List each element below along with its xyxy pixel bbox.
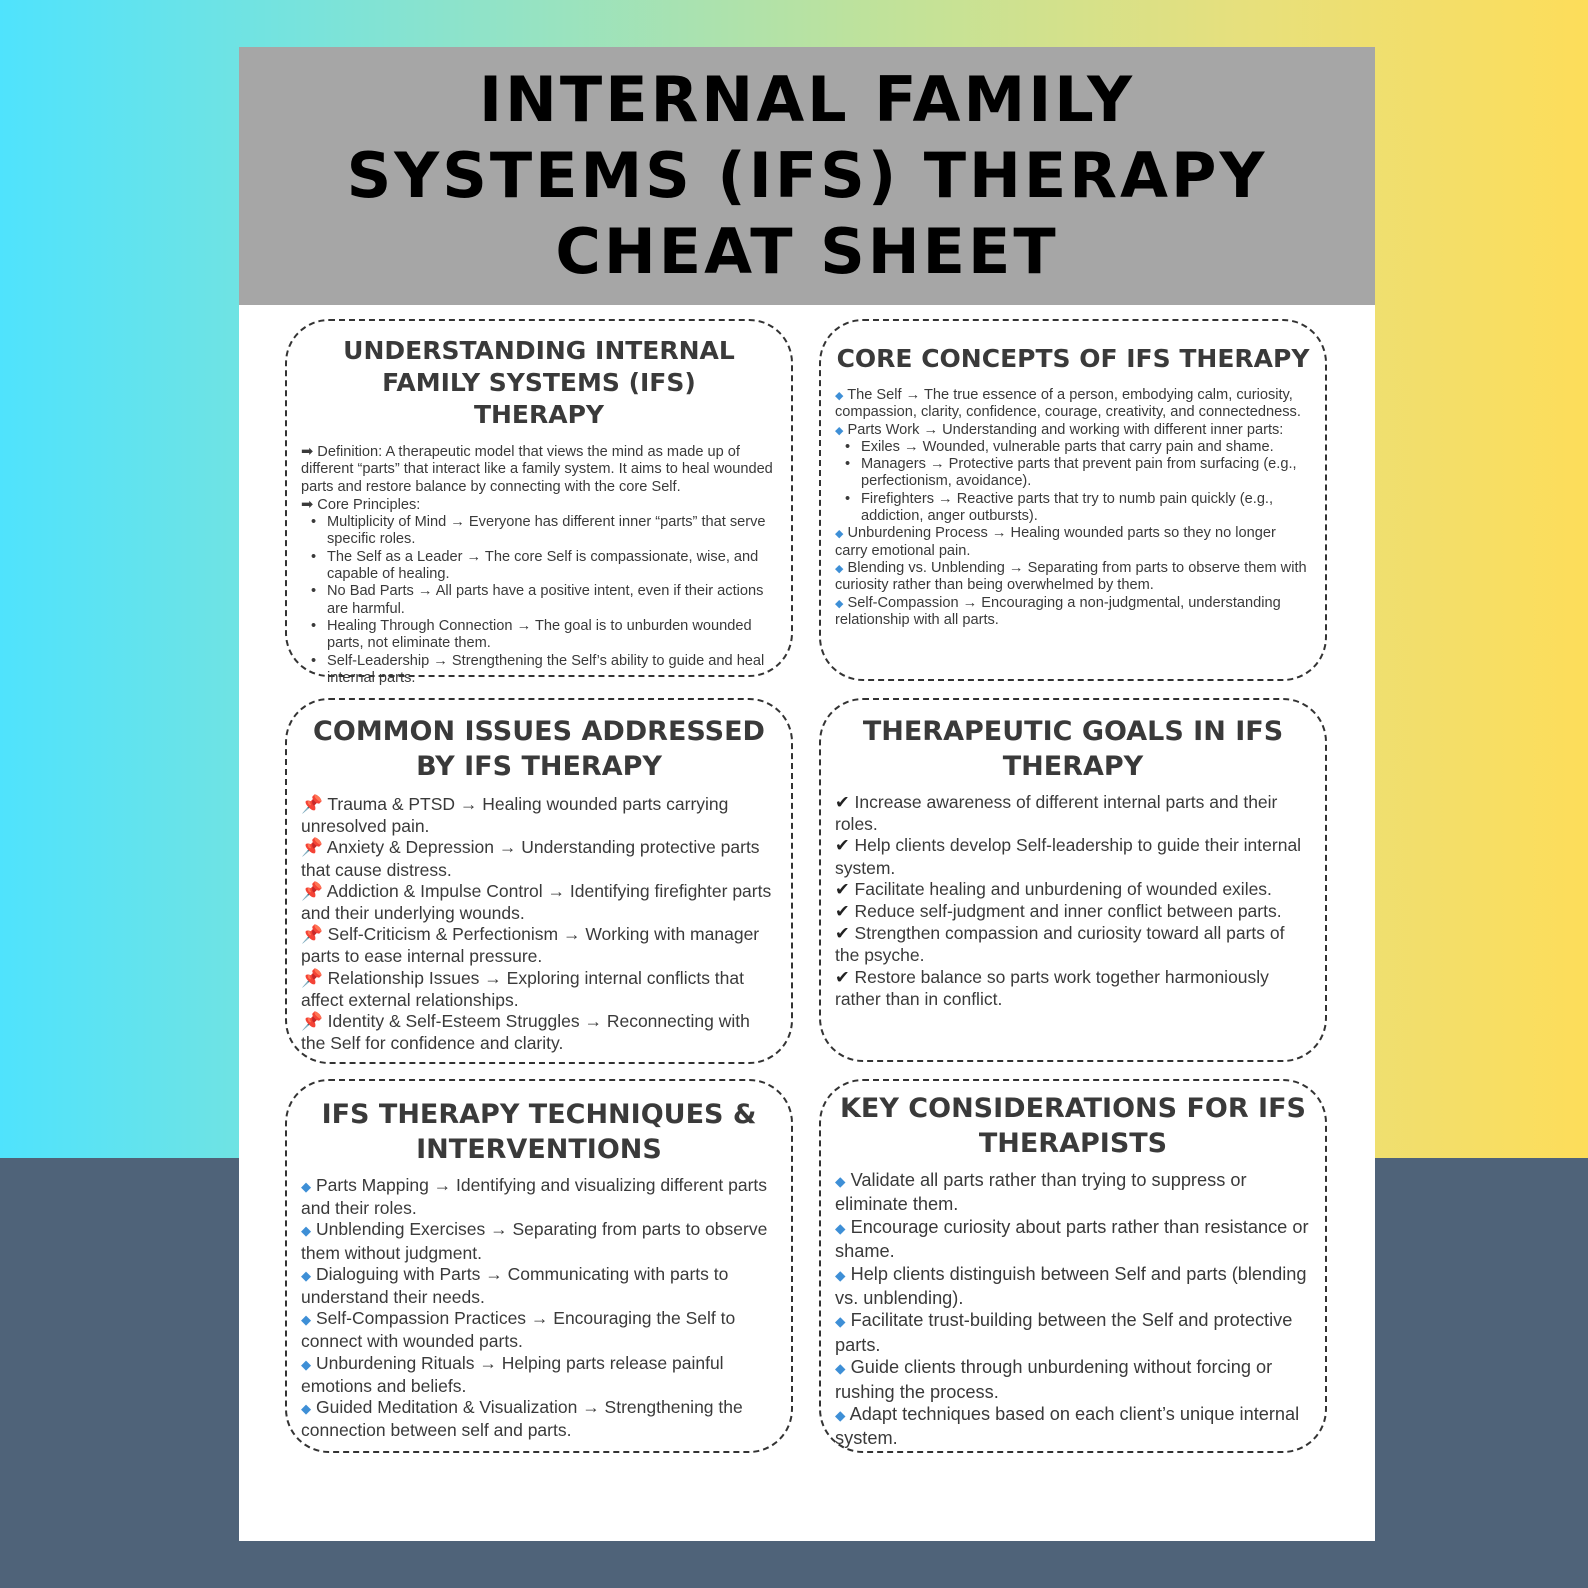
concept-text: Parts Work → Understanding and working with different inner parts: bbox=[847, 421, 1284, 438]
goal-text: Strengthen compassion and curiosity toward all parts of the psyche. bbox=[835, 923, 1285, 966]
concept-item bbox=[835, 387, 1311, 422]
consideration-text: Encourage curiosity about parts rather than resistance or shame. bbox=[835, 1216, 1309, 1262]
issue-item bbox=[301, 1011, 777, 1054]
card-goals bbox=[819, 698, 1327, 1062]
check-icon: ✔ bbox=[835, 793, 850, 813]
diamond-icon: ◆ bbox=[301, 1224, 312, 1240]
technique-text: Unburdening Rituals → Helping parts release painful emotions and beliefs. bbox=[301, 1352, 724, 1396]
issue-item bbox=[301, 837, 777, 880]
concept-item bbox=[835, 560, 1311, 595]
part-type-item: • Managers → Protective parts that prevent pain from surfacing (e.g., perfectionism, avoidance). bbox=[835, 456, 1311, 491]
consideration-item bbox=[835, 1356, 1311, 1403]
title-line-2: SYSTEMS (IFS) THERAPY bbox=[346, 139, 1268, 212]
card-understanding bbox=[285, 319, 793, 686]
principle-item: • Multiplicity of Mind → Everyone has different inner “parts” that serve specific roles. bbox=[301, 514, 777, 549]
consideration-text: Help clients distinguish between Self and parts (blending vs. unblending). bbox=[835, 1263, 1307, 1309]
technique-text: Dialoguing with Parts → Communicating with parts to understand their needs. bbox=[301, 1263, 729, 1308]
diamond-icon: ◆ bbox=[835, 1408, 846, 1425]
consideration-text: Guide clients through unburdening without forcing or rushing the process. bbox=[835, 1357, 1273, 1402]
diamond-icon: ◆ bbox=[835, 527, 844, 541]
goal-text: Restore balance so parts work together harmoniously rather than in conflict. bbox=[835, 966, 1269, 1009]
pin-icon: 📌 bbox=[301, 968, 323, 989]
check-icon: ✔ bbox=[835, 902, 850, 923]
diamond-icon: ◆ bbox=[301, 1402, 312, 1418]
issue-item bbox=[301, 794, 777, 837]
technique-item bbox=[301, 1175, 777, 1219]
card-considerations-title: KEY CONSIDERATIONS FOR IFS THERAPISTS bbox=[839, 1093, 1306, 1159]
goal-text: Increase awareness of different internal parts and their roles. bbox=[835, 792, 1278, 835]
principle-item: • The Self as a Leader → The core Self is compassionate, wise, and capable of healing. bbox=[301, 549, 777, 584]
technique-item bbox=[301, 1353, 777, 1397]
card-techniques-title: IFS THERAPY TECHNIQUES & INTERVENTIONS bbox=[321, 1099, 757, 1165]
goal-text: Facilitate healing and unburdening of wounded exiles. bbox=[854, 878, 1272, 899]
card-core-concepts bbox=[819, 319, 1327, 681]
principle-item: • Healing Through Connection → The goal is to unburden wounded parts, not eliminate them. bbox=[301, 618, 777, 653]
definition-item bbox=[301, 443, 777, 496]
technique-text: Unblending Exercises → Separating from parts to observe them without judgment. bbox=[301, 1219, 768, 1263]
diamond-icon: ◆ bbox=[835, 1220, 846, 1237]
definition-text: Definition: A therapeutic model that views the mind as made up of different “parts” that interact like a family system. It aims to heal wounded parts and restore balance by connecting with the core Self. bbox=[301, 444, 773, 495]
diamond-icon: ◆ bbox=[301, 1268, 312, 1284]
goal-text: Help clients develop Self-leadership to guide their internal system. bbox=[835, 835, 1302, 878]
pin-icon: 📌 bbox=[301, 838, 323, 859]
consideration-item bbox=[835, 1216, 1311, 1263]
pin-icon: 📌 bbox=[301, 881, 323, 902]
principles-label-item bbox=[301, 496, 777, 514]
issue-text: Anxiety & Depression → Understanding protective parts that cause distress. bbox=[301, 837, 760, 880]
technique-item bbox=[301, 1308, 777, 1352]
diamond-icon: ◆ bbox=[301, 1313, 312, 1329]
part-type-item: • Firefighters → Reactive parts that try to numb pain quickly (e.g., addiction, anger outbursts). bbox=[835, 491, 1311, 526]
check-icon: ✔ bbox=[835, 967, 850, 988]
consideration-text: Validate all parts rather than trying to suppress or eliminate them. bbox=[835, 1170, 1247, 1215]
pin-icon: 📌 bbox=[301, 1012, 323, 1033]
card-understanding-title: UNDERSTANDING INTERNAL FAMILY SYSTEMS (IFS) THERAPY bbox=[343, 336, 735, 429]
check-icon: ✔ bbox=[835, 924, 850, 945]
title-line-1: INTERNAL FAMILY bbox=[478, 63, 1136, 136]
goal-item bbox=[835, 901, 1311, 923]
diamond-icon: ◆ bbox=[835, 1361, 846, 1378]
issue-text: Identity & Self-Esteem Struggles → Reconnecting with the Self for confidence and clarity. bbox=[301, 1011, 750, 1054]
check-icon: ✔ bbox=[835, 836, 850, 857]
pin-icon: 📌 bbox=[301, 795, 323, 815]
diamond-icon: ◆ bbox=[835, 1267, 846, 1284]
issue-text: Addiction & Impulse Control → Identifying firefighter parts and their underlying wounds. bbox=[301, 880, 772, 924]
consideration-text: Facilitate trust-building between the Self and protective parts. bbox=[835, 1310, 1293, 1355]
principles-label: Core Principles: bbox=[317, 496, 421, 513]
concept-text: Self-Compassion → Encouraging a non-judgmental, understanding relationship with all parts. bbox=[835, 594, 1281, 628]
issue-item bbox=[301, 881, 777, 924]
technique-item bbox=[301, 1219, 777, 1263]
goal-item bbox=[835, 835, 1311, 878]
issue-text: Self-Criticism & Perfectionism → Working with manager parts to ease internal pressure. bbox=[301, 924, 760, 967]
card-goals-title: THERAPEUTIC GOALS IN IFS THERAPY bbox=[862, 716, 1284, 782]
pin-icon: 📌 bbox=[301, 925, 323, 946]
issue-text: Relationship Issues → Exploring internal conflicts that affect external relationships. bbox=[301, 967, 744, 1010]
technique-item bbox=[301, 1397, 777, 1441]
title-line-3: CHEAT SHEET bbox=[555, 215, 1059, 288]
consideration-text: Adapt techniques based on each client’s unique internal system. bbox=[835, 1404, 1300, 1449]
diamond-icon: ◆ bbox=[301, 1357, 312, 1373]
diamond-icon: ◆ bbox=[835, 1174, 846, 1190]
card-core-concepts-title: CORE CONCEPTS OF IFS THERAPY bbox=[836, 344, 1310, 373]
concept-text: The Self → The true essence of a person, embodying calm, curiosity, compassion, clarity, confidence, courage, creativity, and connectedness. bbox=[835, 387, 1301, 421]
concept-item bbox=[835, 525, 1311, 560]
consideration-item bbox=[835, 1403, 1311, 1450]
diamond-icon: ◆ bbox=[835, 561, 844, 575]
issue-text: Trauma & PTSD → Healing wounded parts carrying unresolved pain. bbox=[301, 794, 729, 837]
technique-text: Parts Mapping → Identifying and visualizing different parts and their roles. bbox=[301, 1175, 768, 1219]
diamond-icon: ◆ bbox=[835, 423, 844, 437]
issue-item bbox=[301, 924, 777, 967]
principle-item: • Self-Leadership → Strengthening the Self’s ability to guide and heal internal parts. bbox=[301, 653, 777, 688]
card-common-issues-title: COMMON ISSUES ADDRESSED BY IFS THERAPY bbox=[313, 716, 765, 782]
concept-text: Blending vs. Unblending → Separating from parts to observe them with curiosity rather than being overwhelmed by them. bbox=[835, 559, 1307, 594]
goal-text: Reduce self-judgment and inner conflict between parts. bbox=[854, 901, 1282, 922]
part-type-item: • Exiles → Wounded, vulnerable parts that carry pain and shame. bbox=[835, 439, 1311, 456]
consideration-item bbox=[835, 1309, 1311, 1356]
concept-item bbox=[835, 422, 1311, 439]
technique-item bbox=[301, 1264, 777, 1308]
goal-item bbox=[835, 792, 1311, 835]
card-common-issues bbox=[285, 698, 793, 1064]
goal-item bbox=[835, 923, 1311, 966]
diamond-icon: ◆ bbox=[835, 389, 844, 402]
arrow-icon: ➡ bbox=[301, 495, 314, 513]
concept-text: Unburdening Process → Healing wounded parts so they no longer carry emotional pain. bbox=[835, 525, 1276, 559]
title-band bbox=[239, 47, 1375, 305]
goal-item bbox=[835, 967, 1311, 1010]
cheat-sheet-page bbox=[239, 47, 1375, 1541]
concept-item bbox=[835, 595, 1311, 630]
diamond-icon: ◆ bbox=[835, 1314, 846, 1331]
goal-item bbox=[835, 879, 1311, 901]
technique-text: Guided Meditation & Visualization → Strengthening the connection between self and parts. bbox=[301, 1397, 743, 1441]
issue-item bbox=[301, 968, 777, 1011]
diamond-icon: ◆ bbox=[301, 1180, 312, 1195]
arrow-icon: ➡ bbox=[301, 443, 314, 460]
diamond-icon: ◆ bbox=[835, 596, 844, 610]
card-techniques bbox=[285, 1079, 793, 1453]
consideration-item bbox=[835, 1169, 1311, 1216]
technique-text: Self-Compassion Practices → Encouraging the Self to connect with wounded parts. bbox=[301, 1308, 736, 1352]
card-considerations bbox=[819, 1079, 1327, 1453]
consideration-item bbox=[835, 1263, 1311, 1310]
check-icon: ✔ bbox=[835, 879, 850, 900]
principle-item: • No Bad Parts → All parts have a positive intent, even if their actions are harmful. bbox=[301, 583, 777, 618]
